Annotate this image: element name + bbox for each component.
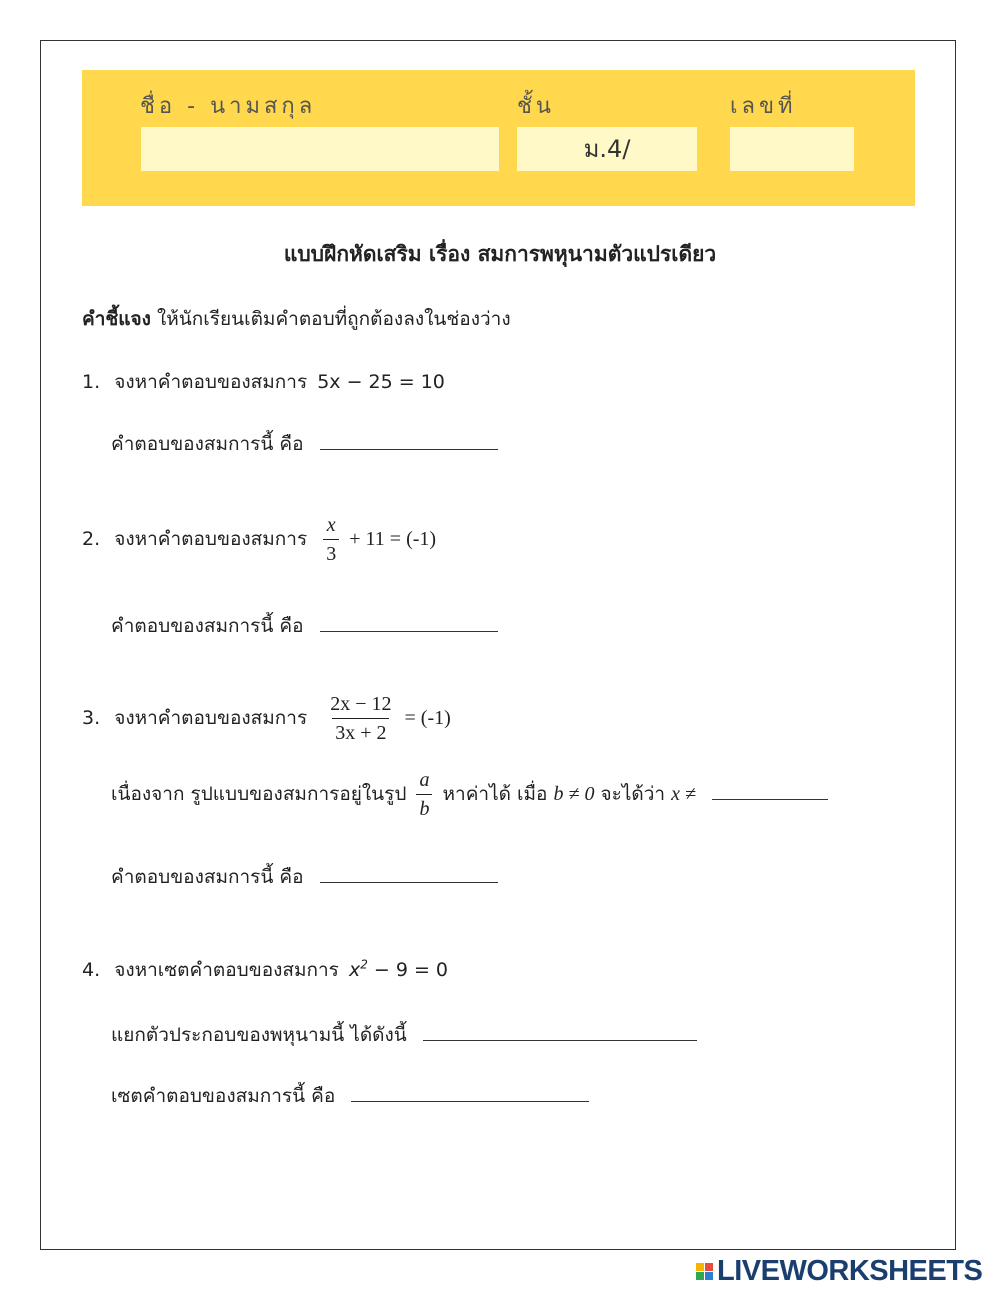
q1-number: 1. — [82, 371, 101, 393]
q3-note-fraction — [416, 769, 432, 820]
q3-note-x: x ≠ — [671, 783, 696, 805]
worksheet-border — [40, 40, 956, 1250]
q3-note-denominator: b — [416, 794, 432, 820]
worksheet-title: แบบฝึกหัดเสริม เรื่อง สมการพหุนามตัวแปรเดียว — [283, 242, 717, 266]
q4-number: 4. — [82, 959, 101, 981]
question-4 — [82, 955, 448, 985]
q3-denominator: 3x + 2 — [332, 718, 389, 744]
q3-note-condition: b ≠ 0 — [553, 783, 595, 805]
liveworksheets-logo[interactable] — [696, 1255, 982, 1288]
question-1 — [82, 367, 445, 397]
q3-note-then: จะได้ว่า — [600, 783, 666, 805]
q2-fraction — [323, 514, 339, 565]
q3-answer-row — [111, 862, 498, 892]
q3-fraction — [327, 693, 394, 744]
q2-rhs: + 11 = (-1) — [349, 528, 437, 550]
name-field[interactable] — [141, 127, 499, 171]
student-info-header — [82, 70, 915, 206]
q2-answer-label: คำตอบของสมการนี้ คือ — [111, 615, 304, 637]
question-2 — [82, 514, 436, 565]
q2-answer-blank[interactable] — [320, 611, 498, 632]
q4-equation-base: x — [348, 959, 361, 981]
brand-name: LIVEWORKSHEETS — [717, 1255, 983, 1287]
q3-note-prefix: เนื่องจาก รูปแบบของสมการอยู่ในรูป — [111, 783, 407, 805]
q4-answer-blank[interactable] — [351, 1081, 589, 1102]
liveworksheets-icon — [696, 1263, 713, 1280]
class-label: ชั้น — [517, 94, 555, 119]
q3-note-numerator: a — [419, 769, 430, 791]
q4-answer-row — [111, 1081, 589, 1111]
q3-note-row — [111, 769, 828, 820]
q3-excluded-value-blank[interactable] — [712, 779, 828, 800]
q4-answer-label: เซตคำตอบของสมการนี้ คือ — [111, 1085, 336, 1107]
q4-factor-blank[interactable] — [423, 1020, 697, 1041]
instructions — [82, 304, 511, 334]
q1-answer-blank[interactable] — [320, 429, 498, 450]
number-label: เลขที่ — [730, 94, 797, 119]
q3-note-mid: หาค่าได้ เมื่อ — [442, 783, 548, 805]
name-label: ชื่อ - นามสกุล — [140, 94, 317, 119]
q4-factor-label: แยกตัวประกอบของพหุนามนี้ ได้ดังนี้ — [111, 1024, 407, 1046]
instructions-label: คำชี้แจง — [82, 308, 151, 330]
q4-prompt: จงหาเซตคำตอบของสมการ — [114, 959, 339, 981]
q4-equation-exponent: 2 — [360, 957, 368, 972]
q4-factor-row — [111, 1020, 697, 1050]
q3-answer-blank[interactable] — [320, 862, 498, 883]
q2-denominator: 3 — [323, 539, 339, 565]
question-3 — [82, 693, 451, 744]
class-field[interactable]: ม.4/ — [517, 127, 697, 171]
q1-answer-row — [111, 429, 498, 459]
q2-answer-row — [111, 611, 498, 641]
q1-equation: 5x − 25 = 10 — [317, 371, 445, 393]
q3-number: 3. — [82, 707, 101, 729]
q3-prompt: จงหาคำตอบของสมการ — [114, 707, 308, 729]
instructions-text: ให้นักเรียนเติมคำตอบที่ถูกต้องลงในช่องว่าง — [156, 308, 511, 330]
q2-number: 2. — [82, 528, 101, 550]
q2-numerator: x — [326, 514, 336, 536]
q1-prompt: จงหาคำตอบของสมการ — [114, 371, 308, 393]
q3-numerator: 2x − 12 — [330, 693, 392, 715]
q3-rhs: = (-1) — [404, 707, 451, 729]
q3-answer-label: คำตอบของสมการนี้ คือ — [111, 866, 304, 888]
q2-prompt: จงหาคำตอบของสมการ — [114, 528, 308, 550]
number-field[interactable] — [730, 127, 854, 171]
q1-answer-label: คำตอบของสมการนี้ คือ — [111, 433, 304, 455]
q4-equation-rest: − 9 = 0 — [373, 959, 449, 981]
